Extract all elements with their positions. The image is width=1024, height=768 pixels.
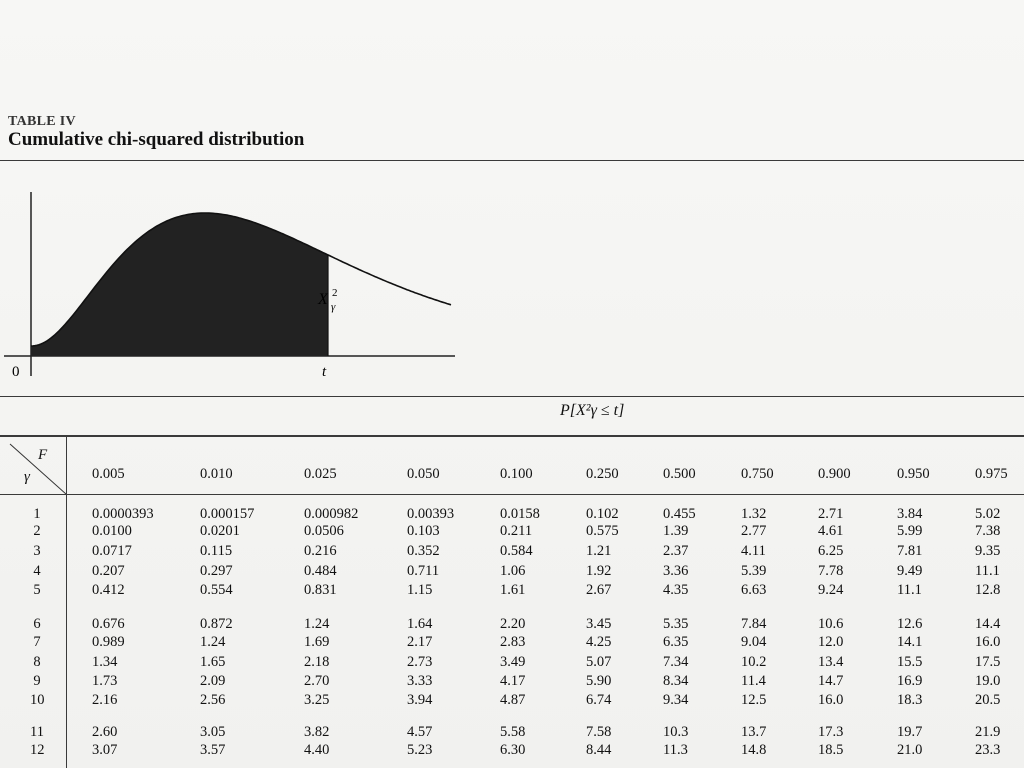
origin-label: 0: [12, 364, 20, 380]
table-cell: 9.35: [975, 543, 1001, 559]
table-cell: 23.3: [975, 742, 1001, 758]
probability-label: P[X²γ ≤ t]: [560, 402, 625, 419]
table-cell: 9.04: [741, 634, 767, 650]
table-cell: 12.0: [818, 634, 844, 650]
table-cell: 17.5: [975, 654, 1001, 670]
table-cell: 3.45: [586, 616, 612, 632]
table-cell: 1.32: [741, 506, 767, 522]
table-cell: 0.412: [92, 582, 125, 598]
table-cell: 4.87: [500, 692, 526, 708]
row-label: 1: [33, 506, 41, 522]
table-cell: 3.82: [304, 724, 330, 740]
table-cell: 2.60: [92, 724, 118, 740]
table-cell: 3.25: [304, 692, 330, 708]
table-cell: 14.8: [741, 742, 767, 758]
table-cell: 5.35: [663, 616, 689, 632]
table-cell: 5.39: [741, 563, 767, 579]
table-cell: 14.7: [818, 673, 844, 689]
table-cell: 0.676: [92, 616, 125, 632]
table-cell: 6.25: [818, 543, 844, 559]
table-cell: 5.02: [975, 506, 1001, 522]
table-cell: 2.73: [407, 654, 433, 670]
table-cell: 14.4: [975, 616, 1001, 632]
table-cell: 13.4: [818, 654, 844, 670]
table-cell: 21.9: [975, 724, 1001, 740]
table-cell: 4.40: [304, 742, 330, 758]
distribution-figure: [0, 186, 460, 386]
table-cell: 9.24: [818, 582, 844, 598]
table-cell: 2.16: [92, 692, 118, 708]
table-cell: 2.70: [304, 673, 330, 689]
table-cell: 4.61: [818, 523, 844, 539]
table-cell: 11.4: [741, 673, 766, 689]
table-cell: 18.5: [818, 742, 844, 758]
table-cell: 0.0000393: [92, 506, 154, 522]
table-cell: 0.000157: [200, 506, 255, 522]
table-cell: 10.3: [663, 724, 689, 740]
corner-label-gamma: γ: [24, 469, 30, 485]
table-cell: 3.94: [407, 692, 433, 708]
table-cell: 2.77: [741, 523, 767, 539]
table-cell: 12.6: [897, 616, 923, 632]
table-cell: 0.989: [92, 634, 125, 650]
corner-label-f: F: [38, 447, 48, 463]
table-cell: 0.0506: [304, 523, 344, 539]
row-label-divider: [66, 436, 67, 768]
table-cell: 0.872: [200, 616, 233, 632]
table-cell: 1.64: [407, 616, 433, 632]
table-cell: 2.37: [663, 543, 689, 559]
table-cell: 2.71: [818, 506, 844, 522]
chi-label: X: [318, 291, 328, 308]
table-cell: 3.36: [663, 563, 689, 579]
figure-rule: [0, 396, 1024, 397]
header-top-rule: [0, 435, 1024, 437]
row-label: 6: [33, 616, 41, 632]
table-cell: 12.8: [975, 582, 1001, 598]
row-label: 8: [33, 654, 41, 670]
table-cell: 6.35: [663, 634, 689, 650]
table-cell: 16.9: [897, 673, 923, 689]
table-cell: 4.11: [741, 543, 766, 559]
table-cell: 3.57: [200, 742, 226, 758]
table-cell: 1.24: [304, 616, 330, 632]
table-cell: 11.1: [975, 563, 1000, 579]
table-cell: 4.57: [407, 724, 433, 740]
table-cell: 0.575: [586, 523, 619, 539]
column-header: 0.750: [741, 466, 774, 482]
table-cell: 16.0: [818, 692, 844, 708]
table-cell: 0.207: [92, 563, 125, 579]
table-cell: 2.56: [200, 692, 226, 708]
table-cell: 0.102: [586, 506, 619, 522]
table-cell: 0.216: [304, 543, 337, 559]
table-cell: 5.07: [586, 654, 612, 670]
table-cell: 7.78: [818, 563, 844, 579]
table-cell: 4.17: [500, 673, 526, 689]
column-header: 0.250: [586, 466, 619, 482]
column-header: 0.025: [304, 466, 337, 482]
table-cell: 12.5: [741, 692, 767, 708]
table-cell: 2.09: [200, 673, 226, 689]
table-cell: 8.34: [663, 673, 689, 689]
table-cell: 3.07: [92, 742, 118, 758]
table-cell: 13.7: [741, 724, 767, 740]
row-label: 5: [33, 582, 41, 598]
row-label: 9: [33, 673, 41, 689]
table-cell: 21.0: [897, 742, 923, 758]
table-cell: 2.18: [304, 654, 330, 670]
corner-diagonal: [8, 442, 66, 494]
column-header: 0.900: [818, 466, 851, 482]
table-cell: 10.2: [741, 654, 767, 670]
table-cell: 0.711: [407, 563, 440, 579]
table-cell: 7.81: [897, 543, 923, 559]
table-cell: 0.0100: [92, 523, 132, 539]
table-cell: 1.24: [200, 634, 226, 650]
page-title: Cumulative chi-squared distribution: [8, 129, 305, 150]
table-cell: 17.3: [818, 724, 844, 740]
column-header: 0.100: [500, 466, 533, 482]
table-cell: 20.5: [975, 692, 1001, 708]
table-cell: 1.21: [586, 543, 612, 559]
table-cell: 0.554: [200, 582, 233, 598]
table-cell: 0.297: [200, 563, 233, 579]
table-number: TABLE IV: [8, 114, 76, 129]
chi-squared-curve-figure: [0, 186, 460, 386]
table-cell: 7.38: [975, 523, 1001, 539]
header-bottom-rule: [0, 494, 1024, 495]
table-cell: 2.20: [500, 616, 526, 632]
table-cell: 18.3: [897, 692, 923, 708]
table-cell: 9.49: [897, 563, 923, 579]
table-cell: 7.34: [663, 654, 689, 670]
row-label: 11: [30, 724, 44, 740]
table-cell: 3.05: [200, 724, 226, 740]
table-cell: 7.58: [586, 724, 612, 740]
table-cell: 1.06: [500, 563, 526, 579]
table-cell: 14.1: [897, 634, 923, 650]
table-cell: 0.115: [200, 543, 233, 559]
row-label: 4: [33, 563, 41, 579]
table-cell: 6.63: [741, 582, 767, 598]
row-label: 10: [30, 692, 45, 708]
table-cell: 0.584: [500, 543, 533, 559]
table-cell: 0.352: [407, 543, 440, 559]
table-cell: 6.74: [586, 692, 612, 708]
table-cell: 3.84: [897, 506, 923, 522]
table-cell: 1.73: [92, 673, 118, 689]
table-cell: 11.1: [897, 582, 922, 598]
table-cell: 1.34: [92, 654, 118, 670]
table-cell: 0.0158: [500, 506, 540, 522]
table-cell: 8.44: [586, 742, 612, 758]
table-cell: 6.30: [500, 742, 526, 758]
table-cell: 5.23: [407, 742, 433, 758]
table-cell: 19.0: [975, 673, 1001, 689]
table-cell: 4.25: [586, 634, 612, 650]
table-cell: 1.39: [663, 523, 689, 539]
t-label: t: [322, 364, 327, 380]
column-header: 0.050: [407, 466, 440, 482]
table-cell: 7.84: [741, 616, 767, 632]
table-cell: 2.67: [586, 582, 612, 598]
table-cell: 1.69: [304, 634, 330, 650]
table-cell: 2.83: [500, 634, 526, 650]
table-cell: 0.103: [407, 523, 440, 539]
table-cell: 19.7: [897, 724, 923, 740]
title-rule: [0, 160, 1024, 161]
table-cell: 5.58: [500, 724, 526, 740]
table-cell: 9.34: [663, 692, 689, 708]
chi-subscript: γ: [331, 301, 336, 313]
table-cell: 0.000982: [304, 506, 359, 522]
table-cell: 0.484: [304, 563, 337, 579]
table-cell: 0.831: [304, 582, 337, 598]
row-label: 12: [30, 742, 45, 758]
table-cell: 0.00393: [407, 506, 455, 522]
table-cell: 0.211: [500, 523, 533, 539]
table-cell: 1.61: [500, 582, 526, 598]
table-cell: 0.455: [663, 506, 696, 522]
row-label: 3: [33, 543, 41, 559]
column-header: 0.010: [200, 466, 233, 482]
table-cell: 4.35: [663, 582, 689, 598]
row-label: 2: [33, 523, 41, 539]
row-label: 7: [33, 634, 41, 650]
column-header: 0.005: [92, 466, 125, 482]
table-cell: 5.99: [897, 523, 923, 539]
chi-superscript: 2: [332, 287, 338, 299]
table-cell: 0.0717: [92, 543, 132, 559]
column-header: 0.975: [975, 466, 1008, 482]
column-header: 0.500: [663, 466, 696, 482]
table-cell: 3.33: [407, 673, 433, 689]
table-cell: 16.0: [975, 634, 1001, 650]
table-cell: 2.17: [407, 634, 433, 650]
table-cell: 3.49: [500, 654, 526, 670]
table-cell: 1.65: [200, 654, 226, 670]
table-cell: 1.15: [407, 582, 433, 598]
table-cell: 1.92: [586, 563, 612, 579]
table-cell: 5.90: [586, 673, 612, 689]
table-cell: 0.0201: [200, 523, 240, 539]
table-cell: 11.3: [663, 742, 688, 758]
table-cell: 10.6: [818, 616, 844, 632]
column-header: 0.950: [897, 466, 930, 482]
table-cell: 15.5: [897, 654, 923, 670]
